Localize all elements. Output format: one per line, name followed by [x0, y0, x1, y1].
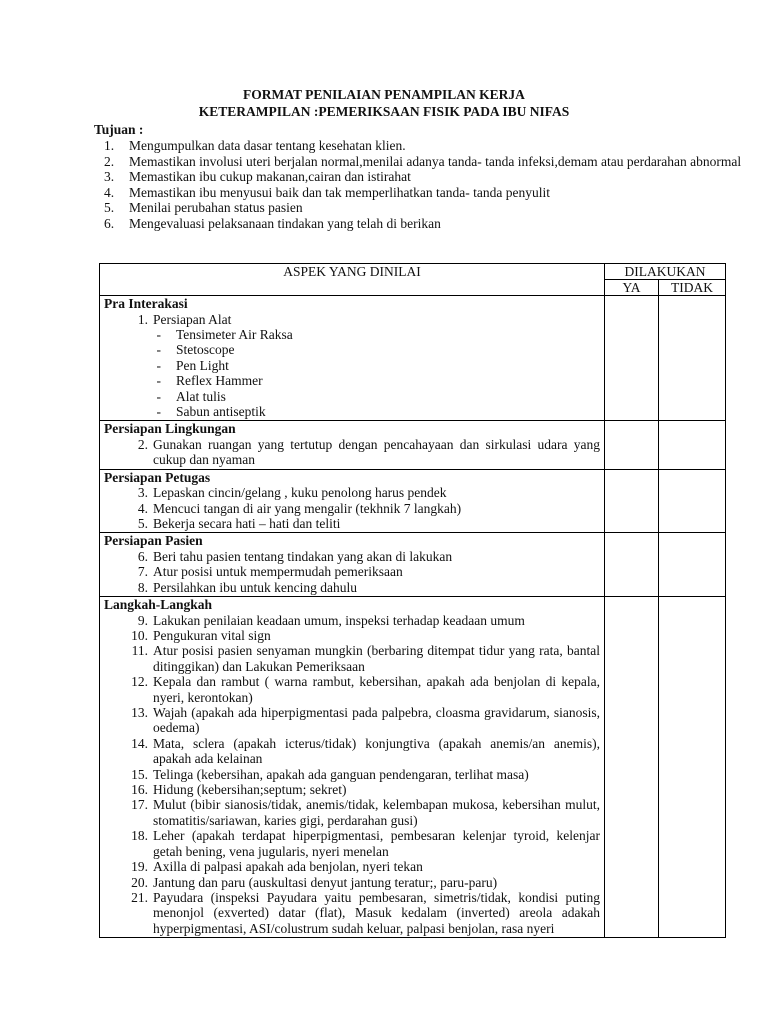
item-text: Mata, sclera (apakah icterus/tidak) konjungtiva (apakah anemis/an anemis), apakah ada kelainan [153, 735, 600, 767]
item-text: Gunakan ruangan yang tertutup dengan pencahayaan dan sirkulasi udara yang cukup dan nyaman [153, 436, 600, 468]
list-item [100, 890, 604, 936]
list-item [100, 485, 604, 500]
table-header-row [100, 264, 726, 280]
dash-bullet: - [156, 403, 161, 419]
item-text: Axilla di palpasi apakah ada benjolan, nyeri tekan [153, 859, 423, 875]
tool-item [100, 404, 604, 419]
item-text: Lepaskan cincin/gelang , kuku penolong harus pendek [153, 485, 447, 501]
item-text: Jantung dan paru (auskultasi denyut jantung teratur;, paru-paru) [153, 874, 498, 890]
dash-bullet: - [156, 373, 161, 389]
item-number: 12. [131, 674, 148, 690]
item-number: 10. [131, 628, 148, 643]
item-text: Hidung (kebersihan;septum; sekret) [153, 782, 347, 798]
purpose-text: Memastikan involusi uteri berjalan normal,menilai adanya tanda- tanda infeksi,demam atau perdarahan abnormal [129, 153, 742, 169]
item-number: 16. [131, 782, 148, 798]
section-items [100, 485, 604, 531]
item-text: Pengukuran vital sign [153, 628, 271, 643]
purpose-number: 3. [104, 169, 115, 184]
tool-text: Alat tulis [176, 388, 226, 404]
list-item [100, 580, 604, 595]
section-row-pra-interaksi [100, 296, 726, 421]
header-no: TIDAK [659, 280, 726, 296]
item-text: Wajah (apakah ada hiperpigmentasi pada palpebra, cloasma gravidarum, sianosis, oedema) [153, 705, 600, 736]
list-item [100, 643, 604, 674]
check-cell-yes[interactable] [605, 296, 659, 421]
check-cell-yes[interactable] [605, 421, 659, 469]
tool-item [100, 389, 604, 404]
list-item [100, 705, 604, 736]
item-text: Payudara (inspeksi Payudara yaitu pembesaran, simetris/tidak, kondisi puting menonjol (exverted) datar (flat), Masuk kedalam (inverted) areola adakah hyperpigmentasi, ASI/colustrum sudah keluar, palpasi benjolan, rasa nyeri [153, 889, 600, 936]
assessment-table [99, 263, 726, 938]
tool-item [100, 373, 604, 388]
purpose-item [104, 154, 744, 170]
purpose-number: 4. [104, 184, 115, 200]
check-cell-no[interactable] [659, 421, 726, 469]
section-row-petugas [100, 469, 726, 533]
purpose-text: Memastikan ibu menyusui baik dan tak memperlihatkan tanda- tanda penyulit [129, 184, 551, 200]
tool-text: Sabun antiseptik [176, 403, 266, 419]
item-number: 2. [137, 436, 148, 452]
section-title: Pra Interakasi [104, 296, 188, 311]
header-aspect: ASPEK YANG DINILAI [100, 264, 605, 296]
item-text: Leher (apakah terdapat hiperpigmentasi, pembesaran kelenjar tyroid, kelenjar getah bening, vena jugularis, nyeri menelan [153, 828, 600, 859]
dash-bullet: - [156, 326, 161, 342]
list-item [100, 312, 604, 327]
section-title: Persiapan Petugas [104, 469, 211, 485]
list-item [100, 736, 604, 767]
list-item [100, 628, 604, 643]
item-text: Mulut (bibir sianosis/tidak, anemis/tidak, kelembapan mukosa, kebersihan mulut, stomatitis/sariawan, karies gigi, perdarahan gusi) [153, 797, 600, 828]
purpose-text: Mengevaluasi pelaksanaan tindakan yang telah di berikan [129, 215, 441, 231]
item-number: 5. [137, 515, 148, 531]
item-text: Persilahkan ibu untuk kencing dahulu [153, 579, 357, 595]
check-cell-yes[interactable] [605, 469, 659, 533]
item-number: 6. [137, 548, 148, 564]
list-item [100, 875, 604, 890]
check-cell-no[interactable] [659, 533, 726, 597]
purpose-text: Memastikan ibu cukup makanan,cairan dan istirahat [129, 169, 411, 184]
purpose-number: 2. [104, 153, 115, 169]
item-number: 18. [131, 828, 148, 844]
purpose-number: 6. [104, 215, 115, 231]
item-text: Telinga (kebersihan, apakah ada ganguan pendengaran, terlihat masa) [153, 766, 529, 782]
list-item [100, 674, 604, 705]
list-item [100, 501, 604, 516]
item-number: 21. [131, 889, 148, 905]
section-items [100, 549, 604, 595]
check-cell-no[interactable] [659, 469, 726, 533]
section-cell [100, 597, 605, 938]
item-number: 17. [131, 797, 148, 813]
tools-list [100, 327, 604, 419]
list-item [100, 859, 604, 874]
item-number: 20. [131, 874, 148, 890]
list-item [100, 516, 604, 531]
item-number: 7. [137, 564, 148, 580]
purpose-list [104, 138, 744, 231]
check-cell-yes[interactable] [605, 533, 659, 597]
tool-text: Reflex Hammer [176, 373, 263, 389]
section-row-langkah [100, 597, 726, 938]
tool-item [100, 342, 604, 357]
section-items [100, 437, 604, 468]
purpose-number: 1. [104, 138, 115, 153]
item-number: 11. [131, 643, 148, 659]
header-yes: YA [605, 280, 659, 296]
header-done: DILAKUKAN [605, 264, 726, 280]
purpose-item [104, 185, 744, 201]
item-text: Lakukan penilaian keadaan umum, inspeksi terhadap keadaan umum [153, 612, 525, 628]
dash-bullet: - [156, 342, 161, 358]
document-title: FORMAT PENILAIAN PENAMPILAN KERJA [243, 87, 525, 102]
item-text: Persiapan Alat [153, 311, 232, 327]
section-cell [100, 421, 605, 469]
list-item [100, 613, 604, 628]
item-text: Bekerja secara hati – hati dan teliti [153, 515, 341, 531]
item-number: 13. [131, 705, 148, 721]
item-number: 9. [137, 612, 148, 628]
item-number: 8. [137, 579, 148, 595]
list-item [100, 437, 604, 468]
check-cell-no[interactable] [659, 296, 726, 421]
section-title: Langkah-Langkah [104, 597, 213, 613]
section-title: Persiapan Pasien [104, 533, 203, 549]
section-cell [100, 533, 605, 597]
dash-bullet: - [156, 357, 161, 373]
tool-item [100, 327, 604, 342]
purpose-item [104, 200, 744, 216]
item-number: 1. [137, 311, 148, 327]
item-text: Beri tahu pasien tentang tindakan yang akan di lakukan [153, 548, 453, 564]
purpose-text: Mengumpulkan data dasar tentang kesehatan klien. [129, 138, 406, 153]
section-row-pasien [100, 533, 726, 597]
item-text: Atur posisi untuk mempermudah pemeriksaan [153, 564, 403, 580]
item-text: Mencuci tangan di air yang mengalir (tekhnik 7 langkah) [153, 500, 462, 516]
item-text: Atur posisi pasien senyaman mungkin (berbaring ditempat tidur yang rata, bantal ditinggikan) dan Lakukan Pemeriksaan [153, 643, 600, 674]
item-text: Kepala dan rambut ( warna rambut, kebersihan, apakah ada benjolan di kepala, nyeri, kerontokan) [153, 674, 600, 705]
document-subtitle: KETERAMPILAN :PEMERIKSAAN FISIK PADA IBU NIFAS [198, 104, 570, 119]
list-item [100, 782, 604, 797]
item-number: 15. [131, 766, 148, 782]
list-item [100, 564, 604, 579]
list-item [100, 797, 604, 828]
list-item [100, 549, 604, 564]
check-cell-no[interactable] [659, 597, 726, 938]
item-number: 14. [131, 735, 148, 751]
tool-text: Stetoscope [176, 342, 235, 358]
section-row-lingkungan [100, 421, 726, 469]
purpose-text: Menilai perubahan status pasien [129, 200, 303, 215]
tool-text: Pen Light [176, 357, 229, 373]
item-number: 3. [137, 485, 148, 501]
section-cell [100, 296, 605, 421]
list-item [100, 767, 604, 782]
section-cell [100, 469, 605, 533]
tool-text: Tensimeter Air Raksa [176, 326, 293, 342]
purpose-item [104, 216, 744, 232]
purpose-item [104, 138, 744, 154]
item-number: 4. [137, 500, 148, 516]
purpose-label: Tujuan : [94, 122, 144, 137]
list-item [100, 828, 604, 859]
check-cell-yes[interactable] [605, 597, 659, 938]
section-items [100, 613, 604, 937]
dash-bullet: - [156, 388, 161, 404]
tool-item [100, 358, 604, 373]
item-number: 19. [131, 859, 148, 875]
section-title: Persiapan Lingkungan [104, 421, 236, 437]
purpose-number: 5. [104, 200, 115, 215]
purpose-item [104, 169, 744, 185]
